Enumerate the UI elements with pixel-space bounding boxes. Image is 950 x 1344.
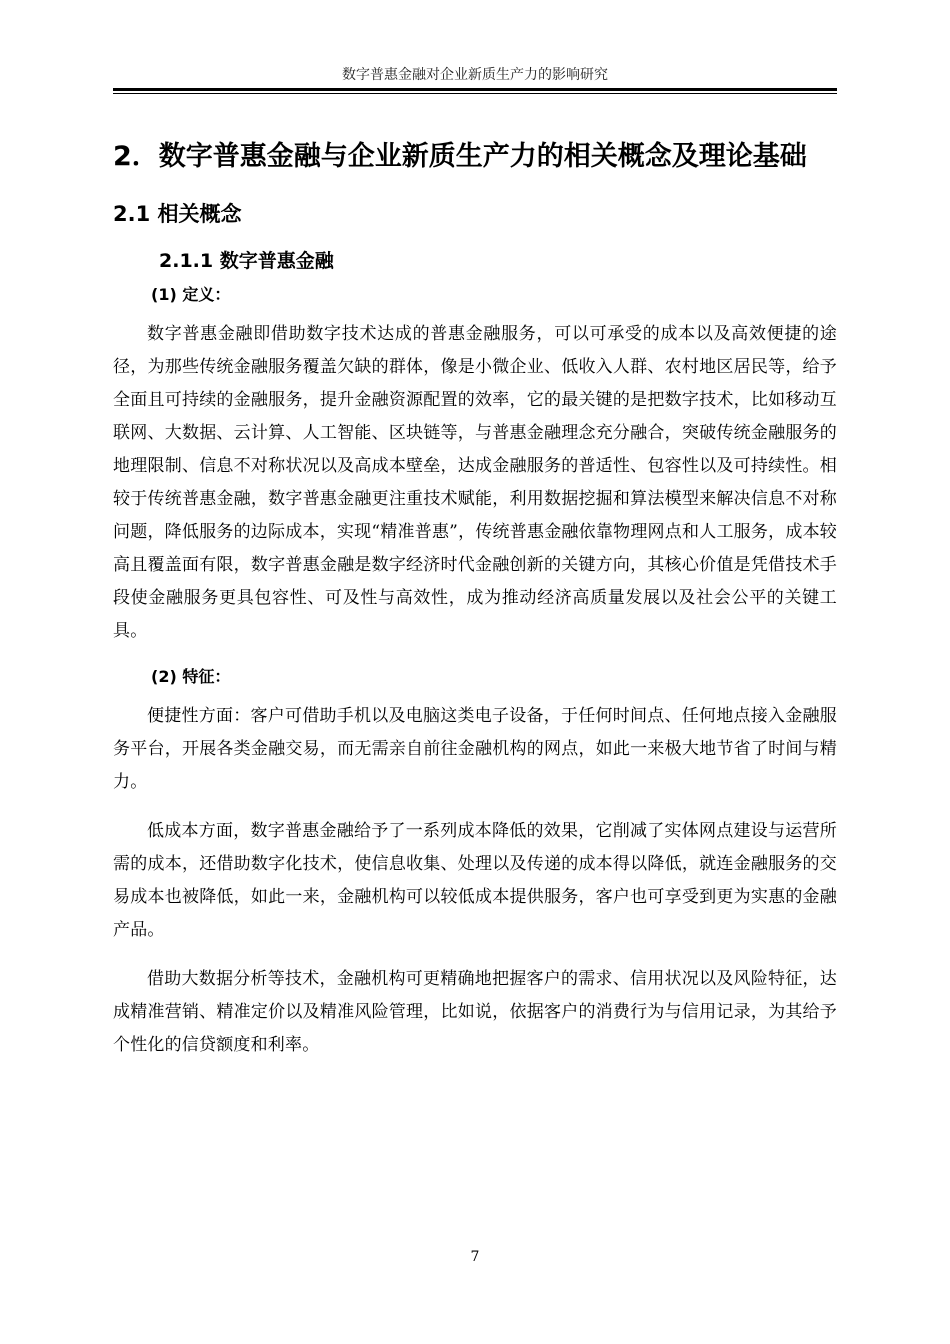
header-rule [113,88,837,91]
features-label: (2) 特征： [151,667,231,686]
section-title: 2.1 相关概念 [113,202,242,226]
feature-paragraph-precision: 借助大数据分析等技术，金融机构可更精确地把握客户的需求、信用状况以及风险特征，达成精准营销、精准定价以及精准风险管理，比如说，依据客户的消费行为与信用记录，为其给予个性化的信贷额度和利率。 [113,969,837,1055]
definition-label: (1) 定义： [151,285,231,304]
feature-paragraph-low-cost: 低成本方面，数字普惠金融给予了一系列成本降低的效果，它削减了实体网点建设与运营所需的成本，还借助数字化技术，使信息收集、处理以及传递的成本得以降低，就连金融服务的交易成本也被降低，如此一来，金融机构可以较低成本提供服务，客户也可享受到更为实惠的金融产品。 [113,821,837,940]
chapter-title: 2．数字普惠金融与企业新质生产力的相关概念及理论基础 [113,141,807,172]
subsection-title: 2.1.1 数字普惠金融 [159,250,334,272]
definition-paragraph: 数字普惠金融即借助数字技术达成的普惠金融服务，可以可承受的成本以及高效便捷的途径，为那些传统金融服务覆盖欠缺的群体，像是小微企业、低收入人群、农村地区居民等，给予全面且可持续的金融服务，提升金融资源配置的效率，它的最关键的是把数字技术，比如移动互联网、大数据、云计算、人工智能、区块链等，与普惠金融理念充分融合，突破传统金融服务的地理限制、信息不对称状况以及高成本壁垒，达成金融服务的普适性、包容性以及可持续性。相较于传统普惠金融，数字普惠金融更注重技术赋能，利用数据挖掘和算法模型来解决信息不对称问题，降低服务的边际成本，实现“精准普惠”，传统普惠金融依靠物理网点和人工服务，成本较高且覆盖面有限，数字普惠金融是数字经济时代金融创新的关键方向，其核心价值是凭借技术手段使金融服务更具包容性、可及性与高效性，成为推动经济高质量发展以及社会公平的关键工具。 [113,324,837,641]
feature-paragraph-convenience: 便捷性方面：客户可借助手机以及电脑这类电子设备，于任何时间点、任何地点接入金融服务平台，开展各类金融交易，而无需亲自前往金融机构的网点，如此一来极大地节省了时间与精力。 [113,706,837,792]
header-rule-thin [113,93,837,94]
running-header: 数字普惠金融对企业新质生产力的影响研究 [342,67,608,83]
page-number: 7 [470,1249,480,1265]
page-content [113,138,837,1062]
